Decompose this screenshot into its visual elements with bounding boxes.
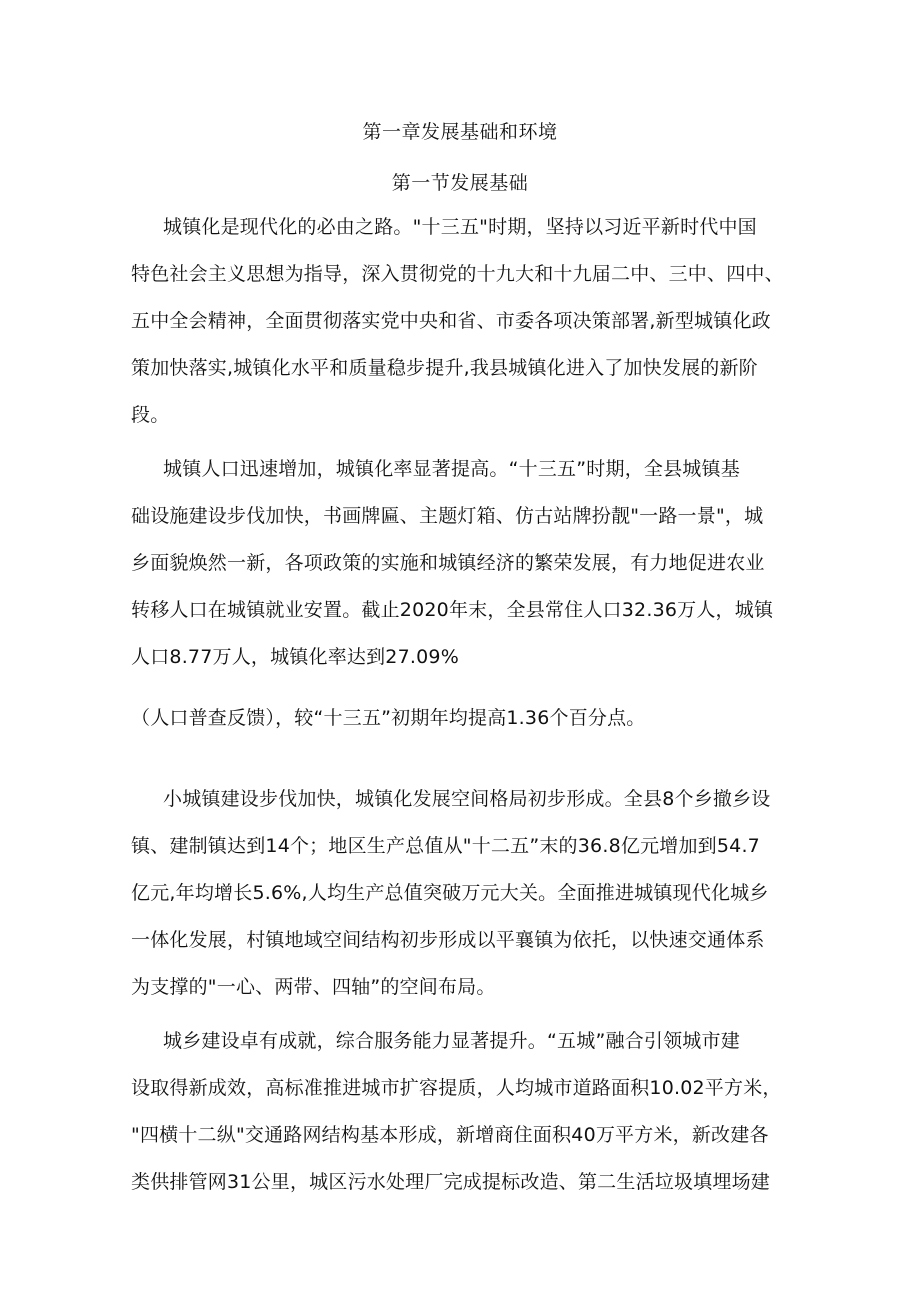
paragraph-line: 础设施建设步伐加快，书画牌匾、主题灯箱、仿古站牌扮靓"一路一景"，城 xyxy=(131,505,764,527)
paragraph-line: 特色社会主义思想为指导，深入贯彻党的十九大和十九届二中、三中、四中、 xyxy=(131,263,784,285)
paragraph-line: 镇、建制镇达到14个；地区生产总值从"十二五”末的36.8亿元增加到54.7 xyxy=(131,835,760,857)
section-title: 第一节发展基础 xyxy=(391,172,529,194)
paragraph-line: 转移人口在城镇就业安置。截止2020年末，全县常住人口32.36万人，城镇 xyxy=(131,599,774,621)
paragraph-line: 城镇化是现代化的必由之路。"十三五"时期，坚持以习近平新时代中国 xyxy=(163,216,757,238)
paragraph-line: 段。 xyxy=(131,404,170,426)
paragraph-line: 五中全会精神，全面贯彻落实党中央和省、市委各项决策部署,新型城镇化政 xyxy=(131,310,771,332)
paragraph-line: 设取得新成效，高标准推进城市扩容提质，人均城市道路面积10.02平方米， xyxy=(131,1077,782,1099)
paragraph-line: "四横十二纵"交通路网结构基本形成，新增商住面积40万平方米，新改建各 xyxy=(131,1124,769,1146)
paragraph-line: 小城镇建设步伐加快，城镇化发展空间格局初步形成。全县8个乡撤乡设 xyxy=(163,788,771,810)
paragraph-line: 乡面貌焕然一新，各项政策的实施和城镇经济的繁荣发展，有力地促进农业 xyxy=(131,552,765,574)
paragraph-line: 城乡建设卓有成就，综合服务能力显著提升。“五城”融合引领城市建 xyxy=(163,1030,740,1052)
paragraph-line: 城镇人口迅速增加，城镇化率显著提高。“十三五”时期，全县城镇基 xyxy=(163,458,740,480)
paragraph-line: 亿元,年均增长5.6%,人均生产总值突破万元大关。全面推进城镇现代化城乡 xyxy=(131,882,769,904)
paragraph-line: （人口普查反馈），较“十三五”初期年均提高1.36个百分点。 xyxy=(131,707,646,729)
paragraph-line: 策加快落实,城镇化水平和质量稳步提升,我县城镇化进入了加快发展的新阶 xyxy=(131,357,758,379)
paragraph-line: 类供排管网31公里，城区污水处理厂完成提标改造、第二生活垃圾填埋场建 xyxy=(131,1171,770,1193)
paragraph-line: 人口8.77万人，城镇化率达到27.09% xyxy=(131,646,459,668)
paragraph-line: 为支撑的"一心、两带、四轴”的空间布局。 xyxy=(131,976,496,998)
chapter-title: 第一章发展基础和环境 xyxy=(362,121,558,143)
paragraph-line: 一体化发展，村镇地域空间结构初步形成以平襄镇为依托，以快速交通体系 xyxy=(131,929,765,951)
